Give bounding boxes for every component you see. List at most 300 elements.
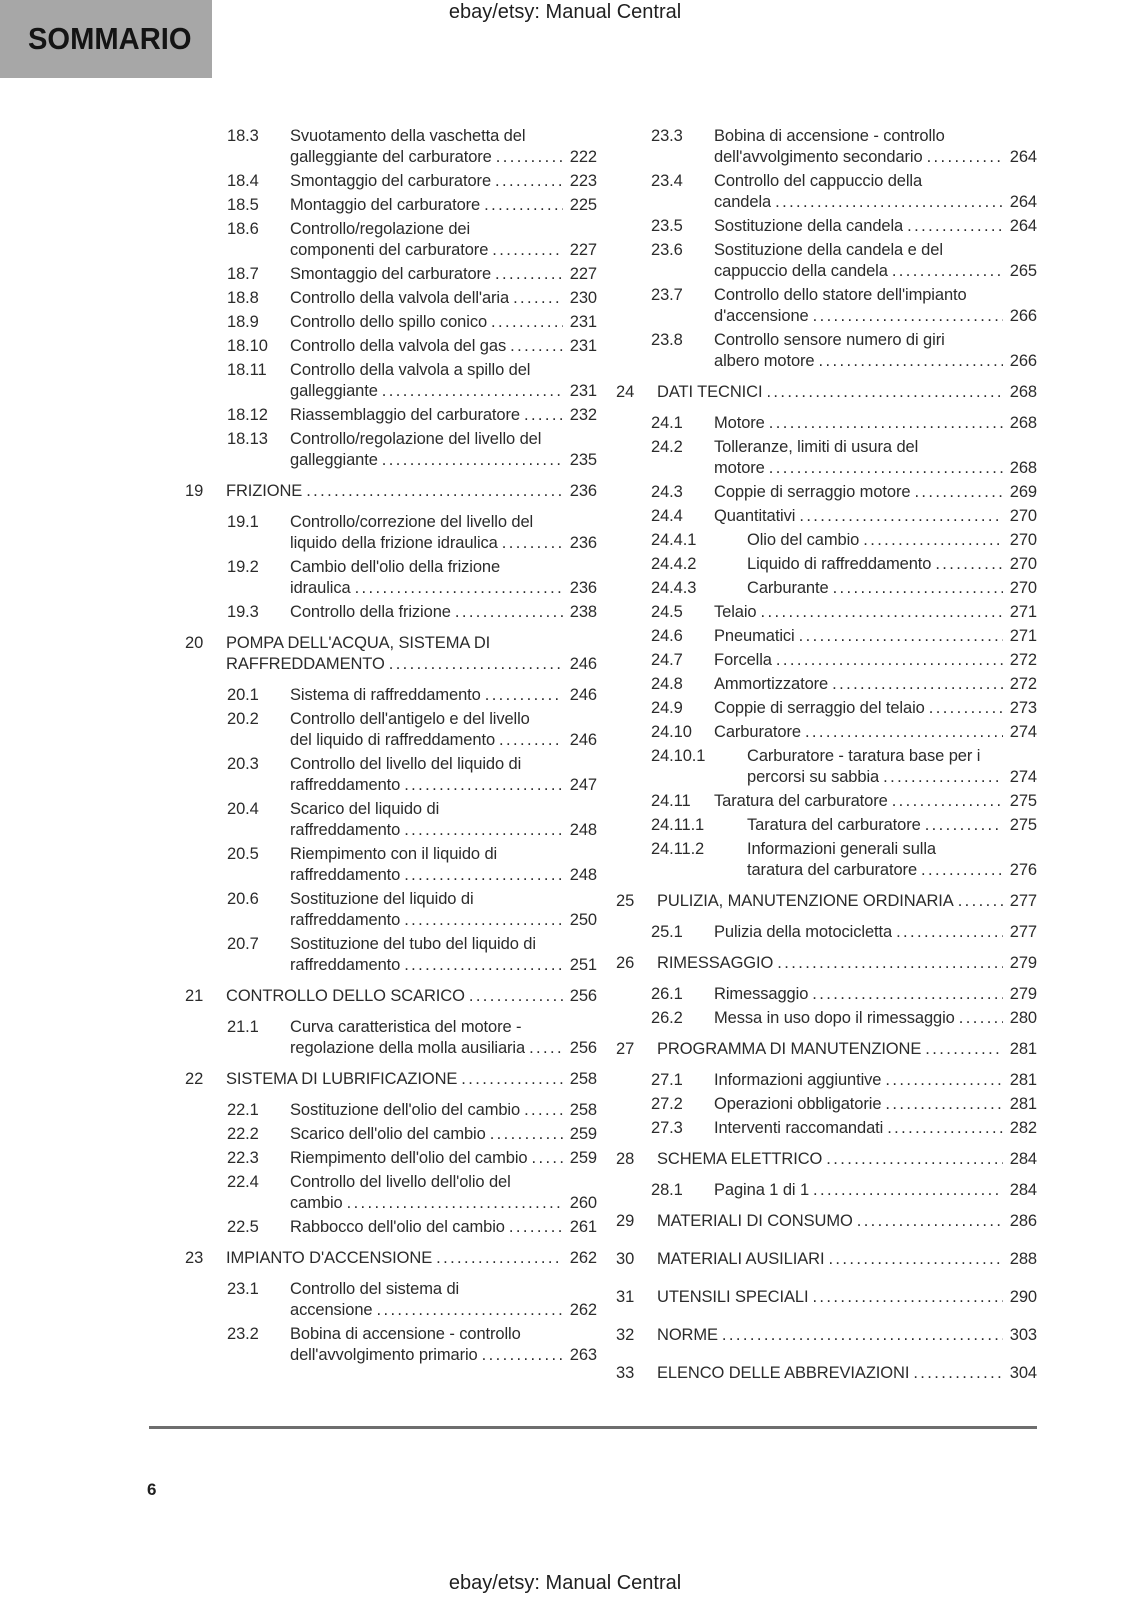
toc-entry-page: 281 (1009, 1071, 1037, 1089)
toc-entry[interactable] (651, 1008, 1037, 1029)
toc-entry[interactable] (651, 746, 1037, 788)
dot-leader (484, 195, 563, 216)
dot-leader (892, 791, 1003, 812)
toc-entry-number: 24.4.2 (651, 555, 697, 573)
toc-entry[interactable] (185, 633, 597, 675)
toc-entry-title-line: Rabbocco dell'olio del cambio (290, 1218, 505, 1236)
toc-entry[interactable] (651, 839, 1037, 881)
toc-entry[interactable] (616, 891, 1037, 912)
toc-entry-number: 24.7 (651, 651, 683, 669)
toc-entry-body (714, 984, 1037, 1005)
toc-entry-lastline (290, 195, 597, 216)
toc-entry-title-line: Cambio dell'olio della frizione (290, 558, 501, 576)
toc-entry[interactable] (651, 1094, 1037, 1115)
toc-entry[interactable] (227, 1100, 597, 1121)
toc-entry[interactable] (616, 1211, 1037, 1232)
toc-entry-title-line: Controllo del sistema di (290, 1280, 460, 1298)
toc-entry-page: 235 (569, 451, 597, 469)
toc-entry-title-line: Motore (714, 414, 765, 432)
dot-leader (832, 674, 1003, 695)
toc-entry-body (290, 336, 597, 357)
toc-entry-number: 27 (616, 1040, 635, 1058)
toc-entry-title-line: percorsi su sabbia (747, 768, 880, 786)
toc-entry-lastline (747, 578, 1037, 599)
toc-entry[interactable] (227, 602, 597, 623)
toc-entry-title-line: Ammortizzatore (714, 675, 829, 693)
toc-entry[interactable] (651, 482, 1037, 503)
toc-entry-title-line: MATERIALI AUSILIARI (657, 1250, 825, 1268)
toc-entry-number: 19 (185, 482, 204, 500)
toc-entry-title-line: cappuccio della candela (714, 262, 888, 280)
dot-leader (959, 1008, 1003, 1029)
toc-entry-title-line: raffreddamento (290, 956, 401, 974)
toc-entry-title-line: Scarico del liquido di (290, 800, 440, 818)
toc-entry[interactable] (651, 240, 1037, 282)
toc-entry-lastline (714, 506, 1037, 527)
toc-entry[interactable] (651, 437, 1037, 479)
toc-entry-title-line: Smontaggio del carburatore (290, 265, 492, 283)
toc-entry-page: 231 (569, 382, 597, 400)
toc-entry[interactable] (651, 171, 1037, 213)
toc-entry-body (290, 1124, 597, 1145)
toc-entry-title-line: dell'avvolgimento secondario (714, 148, 923, 166)
dot-leader (925, 1039, 1003, 1060)
dot-leader (496, 147, 563, 168)
table-of-contents (185, 126, 1037, 1394)
toc-entry-page: 263 (569, 1346, 597, 1364)
toc-entry-title-line: ELENCO DELLE ABBREVIAZIONI (657, 1364, 910, 1382)
toc-entry-number: 20.3 (227, 755, 259, 773)
toc-entry[interactable] (227, 1172, 597, 1214)
dot-leader (799, 626, 1003, 647)
toc-entry[interactable] (651, 984, 1037, 1005)
page-title: SOMMARIO (28, 21, 192, 56)
toc-entry[interactable] (651, 506, 1037, 527)
toc-entry-body (657, 1039, 1037, 1060)
toc-entry-body (714, 1008, 1037, 1029)
toc-entry[interactable] (616, 1287, 1037, 1308)
toc-entry-body (657, 382, 1037, 403)
toc-entry-number: 27.2 (651, 1095, 683, 1113)
toc-entry[interactable] (227, 288, 597, 309)
toc-entry-title-line: raffreddamento (290, 911, 401, 929)
toc-entry-lastline (657, 382, 1037, 403)
toc-entry[interactable] (651, 413, 1037, 434)
toc-entry[interactable] (227, 889, 597, 931)
toc-entry-title-line: Riempimento dell'olio del cambio (290, 1149, 528, 1167)
toc-entry[interactable] (227, 709, 597, 751)
toc-entry-page: 290 (1009, 1288, 1037, 1306)
dot-leader (833, 578, 1003, 599)
toc-entry-body (290, 1324, 597, 1366)
toc-entry-title-line: Controllo sensore numero di giri (714, 331, 945, 349)
toc-entry-page: 264 (1009, 217, 1037, 235)
toc-entry-number: 33 (616, 1364, 635, 1382)
toc-entry-body (290, 1017, 597, 1059)
toc-entry[interactable] (651, 1118, 1037, 1139)
toc-entry[interactable] (227, 1217, 597, 1238)
toc-entry-body (714, 1094, 1037, 1115)
toc-entry[interactable] (227, 934, 597, 976)
toc-entry-number: 24.3 (651, 483, 683, 501)
toc-entry-page: 269 (1009, 483, 1037, 501)
toc-entry[interactable] (227, 1017, 597, 1059)
toc-entry-page: 268 (1009, 459, 1037, 477)
dot-leader (513, 288, 563, 309)
toc-entry-page: 284 (1009, 1150, 1037, 1168)
dot-leader (382, 381, 563, 402)
toc-entry-number: 22.5 (227, 1218, 259, 1236)
toc-entry-number: 18.13 (227, 430, 268, 448)
toc-entry-title-line: Taratura del carburatore (747, 816, 921, 834)
toc-entry-body (290, 219, 597, 261)
toc-entry-title-line: Sistema di raffreddamento (290, 686, 481, 704)
toc-entry-title-line: PROGRAMMA DI MANUTENZIONE (657, 1040, 922, 1058)
toc-entry[interactable] (616, 382, 1037, 403)
toc-entry-number: 22.1 (227, 1101, 259, 1119)
toc-entry-page: 277 (1009, 892, 1037, 910)
toc-entry[interactable] (227, 754, 597, 796)
dot-leader (722, 1325, 1003, 1346)
toc-entry-lastline (657, 1211, 1037, 1232)
toc-entry-title-line: regolazione della molla ausiliaria (290, 1039, 526, 1057)
toc-entry-body (747, 815, 1037, 836)
toc-entry[interactable] (651, 626, 1037, 647)
toc-entry-title-line: Forcella (714, 651, 772, 669)
toc-entry-page: 259 (569, 1149, 597, 1167)
dot-leader (469, 986, 563, 1007)
toc-entry-page: 270 (1009, 579, 1037, 597)
toc-entry-title-line: Olio del cambio (747, 531, 860, 549)
toc-entry-body (290, 288, 597, 309)
toc-entry-title-line: FRIZIONE (226, 482, 303, 500)
dot-leader (887, 1118, 1003, 1139)
toc-entry-lastline (290, 171, 597, 192)
toc-entry[interactable] (616, 1325, 1037, 1346)
toc-entry-lastline (290, 775, 597, 796)
dot-leader (531, 1148, 563, 1169)
toc-entry-body (657, 1149, 1037, 1170)
toc-entry-title-line: Montaggio del carburatore (290, 196, 481, 214)
toc-entry-title-line: Rimessaggio (714, 985, 809, 1003)
toc-entry-number: 27.3 (651, 1119, 683, 1137)
dot-leader (455, 602, 563, 623)
toc-entry-number: 23.7 (651, 286, 683, 304)
toc-entry[interactable] (651, 650, 1037, 671)
toc-entry-lastline (657, 1249, 1037, 1270)
toc-entry-lastline (290, 1038, 597, 1059)
footer-divider (149, 1426, 1037, 1429)
toc-entry[interactable] (227, 557, 597, 599)
dot-leader (495, 264, 563, 285)
toc-entry-title-line: taratura del carburatore (747, 861, 918, 879)
toc-entry-lastline (657, 1363, 1037, 1384)
toc-entry-body (714, 602, 1037, 623)
toc-entry-lastline (290, 405, 597, 426)
toc-entry-lastline (290, 381, 597, 402)
toc-entry-lastline (290, 288, 597, 309)
toc-entry-lastline (714, 1008, 1037, 1029)
toc-entry-number: 24.11.2 (651, 840, 705, 858)
dot-leader (404, 865, 563, 886)
toc-entry-lastline (290, 602, 597, 623)
toc-entry-number: 19.3 (227, 603, 259, 621)
toc-entry[interactable] (227, 312, 597, 333)
toc-entry-number: 18.11 (227, 361, 267, 379)
toc-entry[interactable] (227, 512, 597, 554)
toc-entry-number: 24.6 (651, 627, 683, 645)
toc-entry-title-line: Coppie di serraggio motore (714, 483, 911, 501)
toc-entry-title-line: galleggiante (290, 382, 378, 400)
toc-entry[interactable] (185, 1248, 597, 1269)
toc-entry-page: 271 (1009, 627, 1037, 645)
toc-entry-title-line: CONTROLLO DELLO SCARICO (226, 987, 465, 1005)
toc-entry-lastline (714, 791, 1037, 812)
toc-entry-body (714, 722, 1037, 743)
toc-entry-body (714, 171, 1037, 213)
toc-entry-page: 223 (569, 172, 597, 190)
toc-entry-title-line: Controllo della valvola a spillo del (290, 361, 531, 379)
toc-entry[interactable] (651, 285, 1037, 327)
toc-entry-lastline (290, 240, 597, 261)
dot-leader (491, 312, 563, 333)
toc-entry-title-line: raffreddamento (290, 776, 401, 794)
dot-leader (896, 922, 1003, 943)
toc-entry-body (290, 1148, 597, 1169)
toc-entry-lastline (714, 674, 1037, 695)
toc-entry[interactable] (227, 405, 597, 426)
toc-entry[interactable] (651, 698, 1037, 719)
toc-entry-page: 266 (1009, 307, 1037, 325)
toc-entry-number: 26.2 (651, 1009, 683, 1027)
toc-entry-lastline (714, 351, 1037, 372)
toc-entry[interactable] (227, 799, 597, 841)
toc-entry[interactable] (227, 685, 597, 706)
dot-leader (482, 1345, 563, 1366)
toc-entry[interactable] (651, 554, 1037, 575)
toc-entry-page: 274 (1009, 768, 1037, 786)
toc-entry[interactable] (227, 429, 597, 471)
toc-entry-lastline (747, 767, 1037, 788)
dot-leader (404, 820, 563, 841)
toc-entry[interactable] (616, 1249, 1037, 1270)
toc-entry[interactable] (651, 216, 1037, 237)
toc-entry-body (747, 554, 1037, 575)
toc-entry-lastline (714, 698, 1037, 719)
toc-entry[interactable] (227, 1124, 597, 1145)
toc-entry[interactable] (651, 1180, 1037, 1201)
toc-entry-title-line: albero motore (714, 352, 815, 370)
toc-entry[interactable] (227, 336, 597, 357)
toc-entry-body (226, 633, 597, 675)
toc-entry-body (290, 312, 597, 333)
toc-entry[interactable] (651, 530, 1037, 551)
toc-entry-number: 24.5 (651, 603, 683, 621)
toc-entry[interactable] (651, 674, 1037, 695)
toc-entry-body (747, 839, 1037, 881)
toc-entry[interactable] (651, 791, 1037, 812)
toc-entry[interactable] (651, 602, 1037, 623)
toc-entry-page: 264 (1009, 193, 1037, 211)
toc-entry[interactable] (227, 219, 597, 261)
toc-entry[interactable] (616, 1039, 1037, 1060)
toc-entry[interactable] (616, 1149, 1037, 1170)
toc-entry-title-line: RIMESSAGGIO (657, 954, 774, 972)
toc-entry[interactable] (651, 722, 1037, 743)
toc-entry-body (657, 1211, 1037, 1232)
toc-entry-body (714, 1070, 1037, 1091)
toc-entry-title-line: Svuotamento della vaschetta del (290, 127, 526, 145)
toc-entry[interactable] (651, 578, 1037, 599)
toc-entry[interactable] (651, 1070, 1037, 1091)
dot-leader (776, 650, 1003, 671)
toc-entry-lastline (290, 730, 597, 751)
toc-entry-lastline (714, 482, 1037, 503)
toc-entry-page: 231 (569, 313, 597, 331)
dot-leader (812, 984, 1003, 1005)
toc-entry-page: 250 (569, 911, 597, 929)
dot-leader (857, 1211, 1003, 1232)
toc-entry-title-line: Carburatore - taratura base per i (747, 747, 981, 765)
toc-entry-number: 20.6 (227, 890, 259, 908)
toc-entry-body (290, 934, 597, 976)
toc-entry-number: 23.1 (227, 1280, 259, 1298)
toc-entry-number: 18.5 (227, 196, 259, 214)
toc-entry-number: 22 (185, 1070, 204, 1088)
toc-entry-title-line: Telaio (714, 603, 757, 621)
dot-leader (524, 405, 563, 426)
toc-entry-lastline (226, 481, 597, 502)
dot-leader (492, 240, 563, 261)
toc-entry-number: 24.11.1 (651, 816, 705, 834)
toc-entry-title-line: NORME (657, 1326, 718, 1344)
toc-entry-body (290, 1279, 597, 1321)
toc-entry[interactable] (227, 360, 597, 402)
dot-leader (502, 533, 563, 554)
toc-entry-body (290, 1100, 597, 1121)
toc-entry-title-line: Controllo della frizione (290, 603, 451, 621)
toc-entry-body (714, 1180, 1037, 1201)
toc-entry-page: 270 (1009, 555, 1037, 573)
toc-entry-title-line: d'accensione (714, 307, 809, 325)
toc-entry[interactable] (651, 922, 1037, 943)
toc-entry-lastline (290, 1300, 597, 1321)
toc-entry-page: 248 (569, 866, 597, 884)
toc-entry-title-line: Messa in uso dopo il rimessaggio (714, 1009, 955, 1027)
toc-entry[interactable] (651, 815, 1037, 836)
toc-entry-title-line: idraulica (290, 579, 351, 597)
toc-entry-title-line: Quantitativi (714, 507, 796, 525)
dot-leader (863, 530, 1003, 551)
toc-entry-body (747, 746, 1037, 788)
toc-entry-page: 246 (569, 686, 597, 704)
toc-entry-title-line: galleggiante del carburatore (290, 148, 492, 166)
toc-entry-title-line: candela (714, 193, 772, 211)
toc-entry[interactable] (616, 1363, 1037, 1384)
toc-entry-page: 271 (1009, 603, 1037, 621)
toc-entry-page: 286 (1009, 1212, 1037, 1230)
toc-entry[interactable] (227, 1148, 597, 1169)
toc-entry[interactable] (185, 986, 597, 1007)
toc-entry-body (747, 530, 1037, 551)
toc-entry-number: 23.3 (651, 127, 683, 145)
toc-entry[interactable] (227, 264, 597, 285)
toc-entry-lastline (657, 953, 1037, 974)
dot-leader (529, 1038, 563, 1059)
toc-entry-number: 24.4.1 (651, 531, 697, 549)
toc-entry-number: 18.6 (227, 220, 259, 238)
toc-entry-body (290, 512, 597, 554)
toc-entry-title-line: Controllo dello spillo conico (290, 313, 488, 331)
toc-entry-page: 236 (569, 482, 597, 500)
dot-leader (404, 955, 563, 976)
toc-entry[interactable] (651, 126, 1037, 168)
toc-entry-title-line: raffreddamento (290, 821, 401, 839)
toc-entry-number: 24 (616, 383, 635, 401)
toc-entry-page: 304 (1009, 1364, 1037, 1382)
toc-entry-number: 28 (616, 1150, 635, 1168)
toc-entry-body (290, 799, 597, 841)
toc-entry-number: 30 (616, 1250, 635, 1268)
toc-entry[interactable] (227, 171, 597, 192)
toc-entry-number: 27.1 (651, 1071, 683, 1089)
toc-entry-lastline (290, 1124, 597, 1145)
toc-entry-page: 236 (569, 579, 597, 597)
toc-entry-lastline (714, 458, 1037, 479)
toc-entry-page: 270 (1009, 531, 1037, 549)
toc-entry-page: 262 (569, 1301, 597, 1319)
toc-entry[interactable] (185, 1069, 597, 1090)
toc-entry-page: 256 (569, 1039, 597, 1057)
dot-leader (769, 413, 1003, 434)
toc-entry-body (290, 195, 597, 216)
toc-entry-page: 281 (1009, 1040, 1037, 1058)
toc-entry-number: 18.3 (227, 127, 259, 145)
toc-entry[interactable] (185, 481, 597, 502)
dot-leader (819, 351, 1003, 372)
toc-entry[interactable] (616, 953, 1037, 974)
dot-leader (892, 261, 1003, 282)
toc-entry[interactable] (227, 844, 597, 886)
toc-entry[interactable] (227, 1324, 597, 1366)
toc-entry-title-line: Pagina 1 di 1 (714, 1181, 810, 1199)
toc-entry[interactable] (651, 330, 1037, 372)
toc-entry-number: 29 (616, 1212, 635, 1230)
toc-entry-number: 32 (616, 1326, 635, 1344)
toc-entry-body (226, 986, 597, 1007)
toc-entry[interactable] (227, 126, 597, 168)
toc-entry[interactable] (227, 1279, 597, 1321)
toc-entry-title-line: IMPIANTO D'ACCENSIONE (226, 1249, 433, 1267)
toc-entry-title-line: Pneumatici (714, 627, 795, 645)
toc-entry-page: 258 (569, 1101, 597, 1119)
dot-leader (436, 1248, 563, 1269)
toc-entry-lastline (747, 530, 1037, 551)
toc-entry-page: 259 (569, 1125, 597, 1143)
toc-entry-lastline (290, 312, 597, 333)
toc-entry-body (290, 360, 597, 402)
dot-leader (389, 654, 563, 675)
toc-entry-number: 24.9 (651, 699, 683, 717)
dot-leader (355, 578, 563, 599)
toc-entry-body (290, 171, 597, 192)
toc-entry-title-line: galleggiante (290, 451, 378, 469)
toc-entry[interactable] (227, 195, 597, 216)
toc-entry-body (714, 216, 1037, 237)
toc-entry-lastline (290, 450, 597, 471)
dot-leader (775, 192, 1003, 213)
toc-entry-page: 275 (1009, 816, 1037, 834)
